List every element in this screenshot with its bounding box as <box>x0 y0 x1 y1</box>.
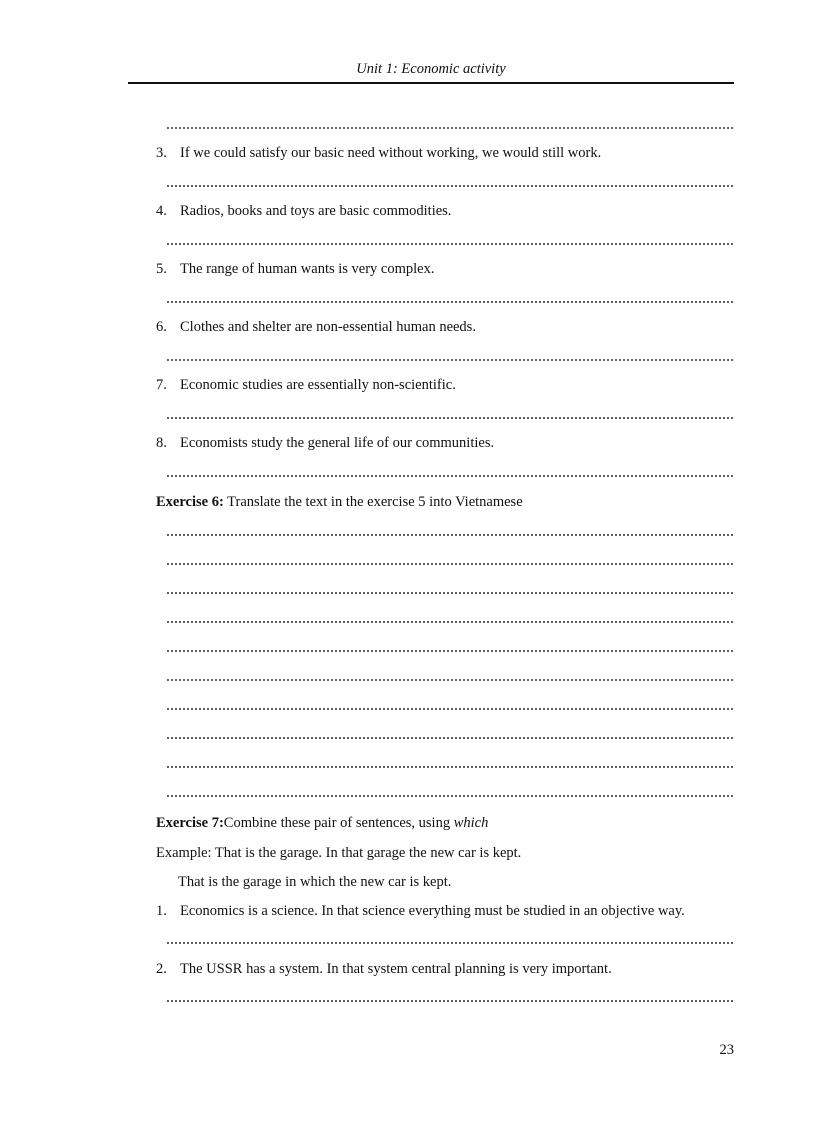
translation-line <box>166 561 734 567</box>
page-number: 23 <box>719 1042 734 1058</box>
item-number: 6. <box>156 319 167 335</box>
item-text: The USSR has a system. In that system central planning is very important. <box>180 961 612 977</box>
exercise-6-heading <box>156 494 523 511</box>
translation-line <box>166 648 734 654</box>
answer-line <box>166 125 734 131</box>
translation-line <box>166 532 734 538</box>
translation-line <box>166 677 734 683</box>
list-item <box>156 961 612 978</box>
list-item <box>156 435 494 452</box>
exercise-6-instruction: Translate the text in the exercise 5 into Vietnamese <box>223 494 523 510</box>
answer-line <box>166 940 734 946</box>
item-number: 3. <box>156 145 167 161</box>
translation-line <box>166 706 734 712</box>
item-text: Economics is a science. In that science everything must be studied in an objective way. <box>180 903 685 919</box>
translation-line <box>166 590 734 596</box>
item-number: 1. <box>156 903 167 919</box>
header-rule <box>128 82 734 84</box>
translation-line <box>166 735 734 741</box>
exercise-7-heading <box>156 815 488 832</box>
answer-line <box>166 415 734 421</box>
answer-line <box>166 183 734 189</box>
item-text: Clothes and shelter are non-essential human needs. <box>180 319 476 335</box>
item-text: Radios, books and toys are basic commodities. <box>180 203 452 219</box>
list-item <box>156 145 601 162</box>
list-item <box>156 261 434 278</box>
answer-line <box>166 998 734 1004</box>
list-item <box>156 319 476 336</box>
item-number: 5. <box>156 261 167 277</box>
item-text: If we could satisfy our basic need without working, we would still work. <box>180 145 602 161</box>
example-sentence: Example: That is the garage. In that garage the new car is kept. <box>156 845 522 861</box>
item-number: 7. <box>156 377 167 393</box>
item-number: 4. <box>156 203 167 219</box>
answer-line <box>166 299 734 305</box>
answer-line <box>166 473 734 479</box>
example-answer: That is the garage in which the new car is kept. <box>178 874 452 890</box>
running-header: Unit 1: Economic activity <box>356 61 506 77</box>
list-item <box>156 203 451 220</box>
exercise-7-instruction: Combine these pair of sentences, using <box>223 815 454 831</box>
translation-line <box>166 793 734 799</box>
item-text: Economists study the general life of our communities. <box>180 435 495 451</box>
answer-line <box>166 241 734 247</box>
item-text: Economic studies are essentially non-scientific. <box>180 377 456 393</box>
translation-line <box>166 619 734 625</box>
list-item <box>156 377 456 394</box>
exercise-6-title: Exercise 6: <box>156 494 224 510</box>
item-text: The range of human wants is very complex. <box>180 261 435 277</box>
list-item <box>156 903 685 920</box>
translation-line <box>166 764 734 770</box>
item-number: 2. <box>156 961 167 977</box>
item-number: 8. <box>156 435 167 451</box>
exercise-7-title: Exercise 7: <box>156 815 224 831</box>
exercise-7-keyword: which <box>453 815 489 831</box>
answer-line <box>166 357 734 363</box>
